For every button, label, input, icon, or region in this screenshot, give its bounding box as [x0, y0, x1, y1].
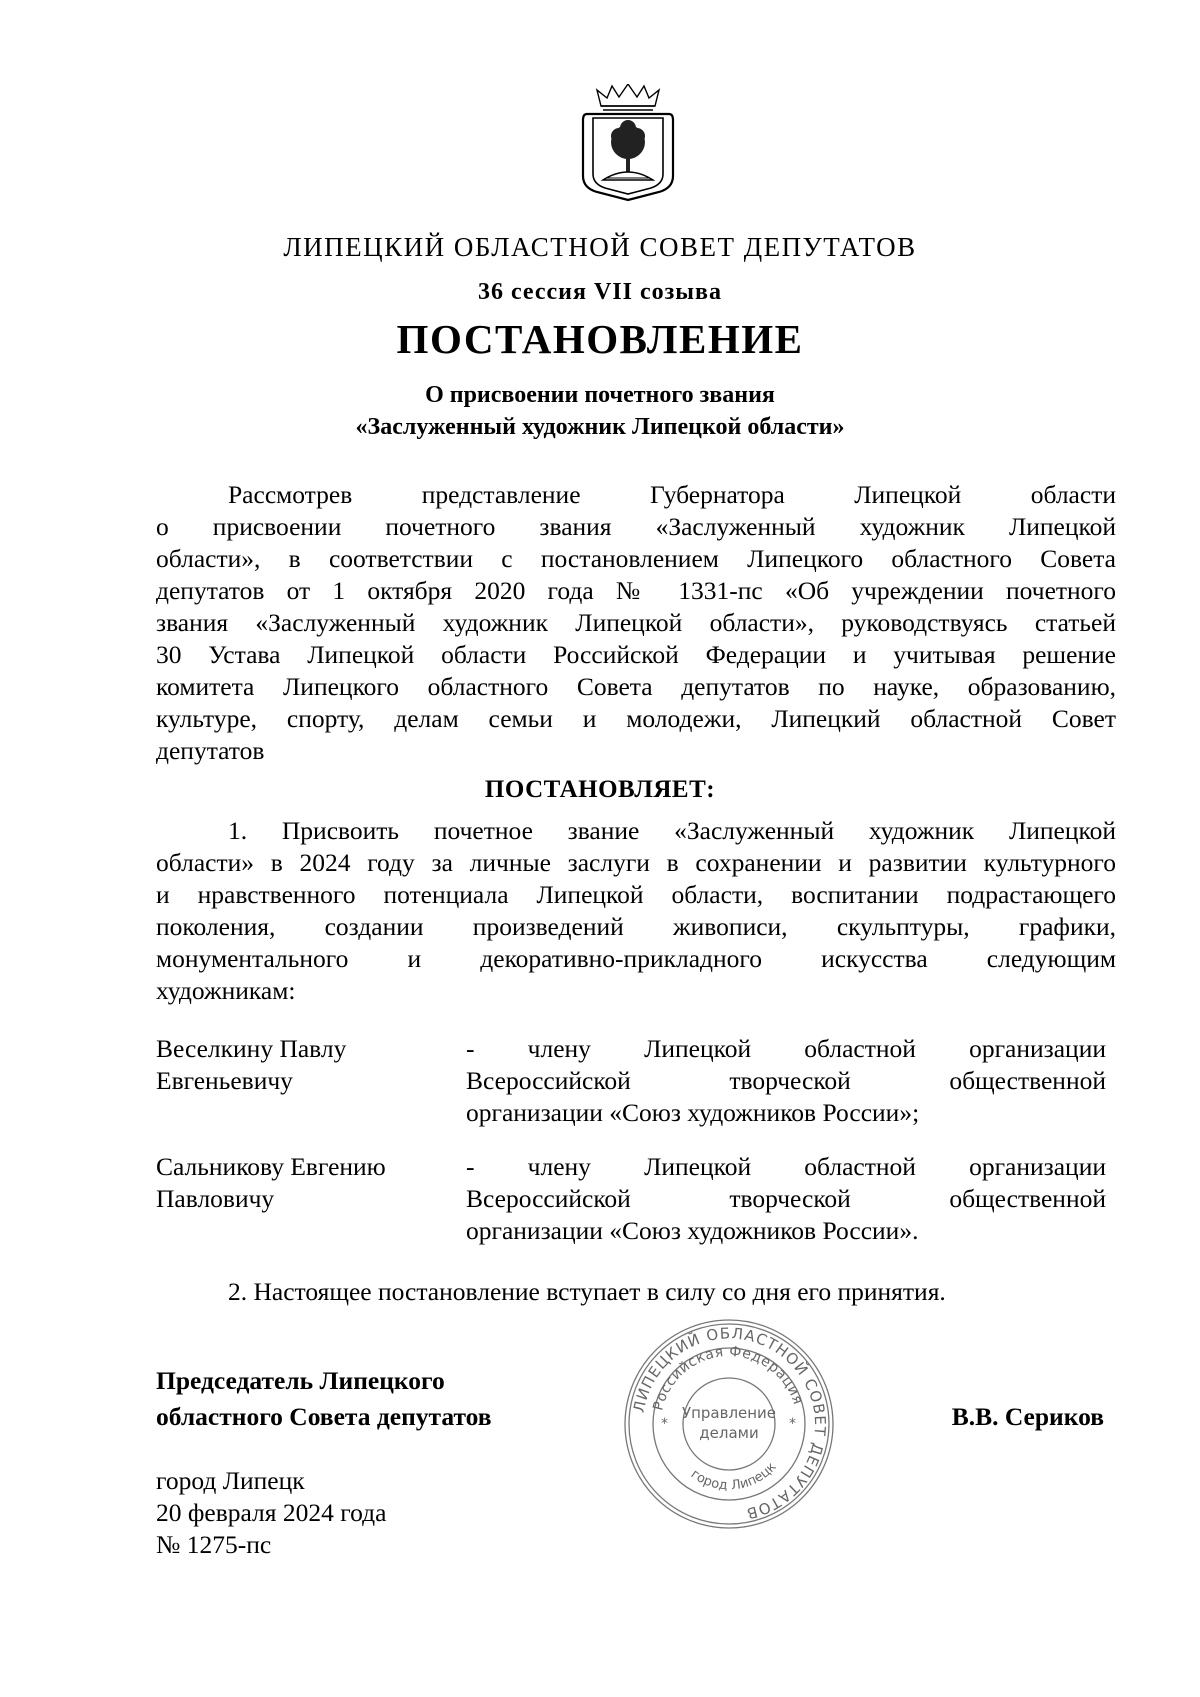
awardee-description-line: Всероссийской творческой общественной [466, 1066, 1106, 1095]
item-1-line: поколения, создании произведений живописи, скульптуры, графики, [156, 912, 1116, 941]
stamp-star-icon: * [661, 1416, 668, 1432]
awardee-name-line: Веселкину Павлу [156, 1034, 347, 1063]
city-name: город Липецк [156, 1466, 305, 1495]
stamp-center-line: Управление [681, 1404, 777, 1422]
document-date: 20 февраля 2024 года [156, 1498, 387, 1527]
subject-line-1: О присвоении почетного звания [425, 382, 775, 408]
signatory-position-line: областного Совета депутатов [156, 1402, 492, 1431]
item-2-paragraph: 2. Настоящее постановление вступает в силу со дня его принятия. [228, 1277, 946, 1306]
awardee-name-line: Павловичу [156, 1184, 275, 1213]
item-1-line: и нравственного потенциала Липецкой области, воспитании подрастающего [156, 880, 1116, 909]
stamp-outer-text: Российская Федерация [650, 1343, 806, 1413]
preamble-line: области», в соответствии с постановлением Липецкого областного Совета [156, 544, 1116, 573]
awardee-description-line: организации «Союз художников России». [466, 1216, 919, 1245]
awardee-description-line: организации «Союз художников России»; [466, 1098, 920, 1127]
awardee-name-line: Евгеньевичу [156, 1066, 293, 1095]
preamble-line: депутатов от 1 октября 2020 года № 1331-пс «Об учреждении почетного [156, 576, 1116, 605]
document-number: № 1275-пс [156, 1530, 272, 1559]
stamp-center-line: делами [699, 1424, 759, 1442]
coat-of-arms-emblem [579, 84, 677, 202]
subject-line-2: «Заслуженный художник Липецкой области» [355, 414, 845, 440]
official-seal-stamp [621, 1316, 837, 1532]
awardee-description-line: - члену Липецкой областной организации [466, 1034, 1106, 1063]
awardee-name-line: Сальникову Евгению [156, 1152, 386, 1181]
preamble-line: депутатов [156, 736, 265, 765]
session-number: 36 сессия VII созыва [477, 279, 722, 305]
document-type-title: ПОСТАНОВЛЕНИЕ [396, 316, 804, 362]
stamp-star-icon: * [789, 1416, 796, 1432]
decree-heading: ПОСТАНОВЛЯЕТ: [484, 776, 716, 803]
item-1-line: монументального и декоративно-прикладного искусства следующим [156, 944, 1116, 973]
awardee-description-line: Всероссийской творческой общественной [466, 1184, 1106, 1213]
item-1-line: 1. Присвоить почетное звание «Заслуженный художник Липецкой [228, 816, 1116, 845]
signatory-name: В.В. Сериков [951, 1402, 1104, 1431]
item-1-line: художникам: [156, 976, 296, 1005]
stamp-ring-text: ЛИПЕЦКИЙ ОБЛАСТНОЙ СОВЕТ ДЕПУТАТОВ [629, 1324, 830, 1523]
item-1-line: области» в 2024 году за личные заслуги в сохранении и развитии культурного [156, 848, 1116, 877]
awardee-description-line: - члену Липецкой областной организации [466, 1152, 1106, 1181]
preamble-line: Рассмотрев представление Губернатора Липецкой области [228, 480, 1116, 509]
preamble-line: звания «Заслуженный художник Липецкой области», руководствуясь статьей [156, 608, 1116, 637]
preamble-line: о присвоении почетного звания «Заслуженный художник Липецкой [156, 512, 1116, 541]
stamp-bottom-text: город Липецк [687, 1459, 780, 1494]
preamble-line: культуре, спорту, делам семьи и молодежи, Липецкий областной Совет [156, 704, 1116, 733]
preamble-line: 30 Устава Липецкой области Российской Федерации и учитывая решение [156, 640, 1116, 669]
signatory-position-line: Председатель Липецкого [156, 1366, 445, 1395]
organization-name: ЛИПЕЦКИЙ ОБЛАСТНОЙ СОВЕТ ДЕПУТАТОВ [283, 232, 917, 262]
preamble-line: комитета Липецкого областного Совета депутатов по науке, образованию, [156, 672, 1116, 701]
